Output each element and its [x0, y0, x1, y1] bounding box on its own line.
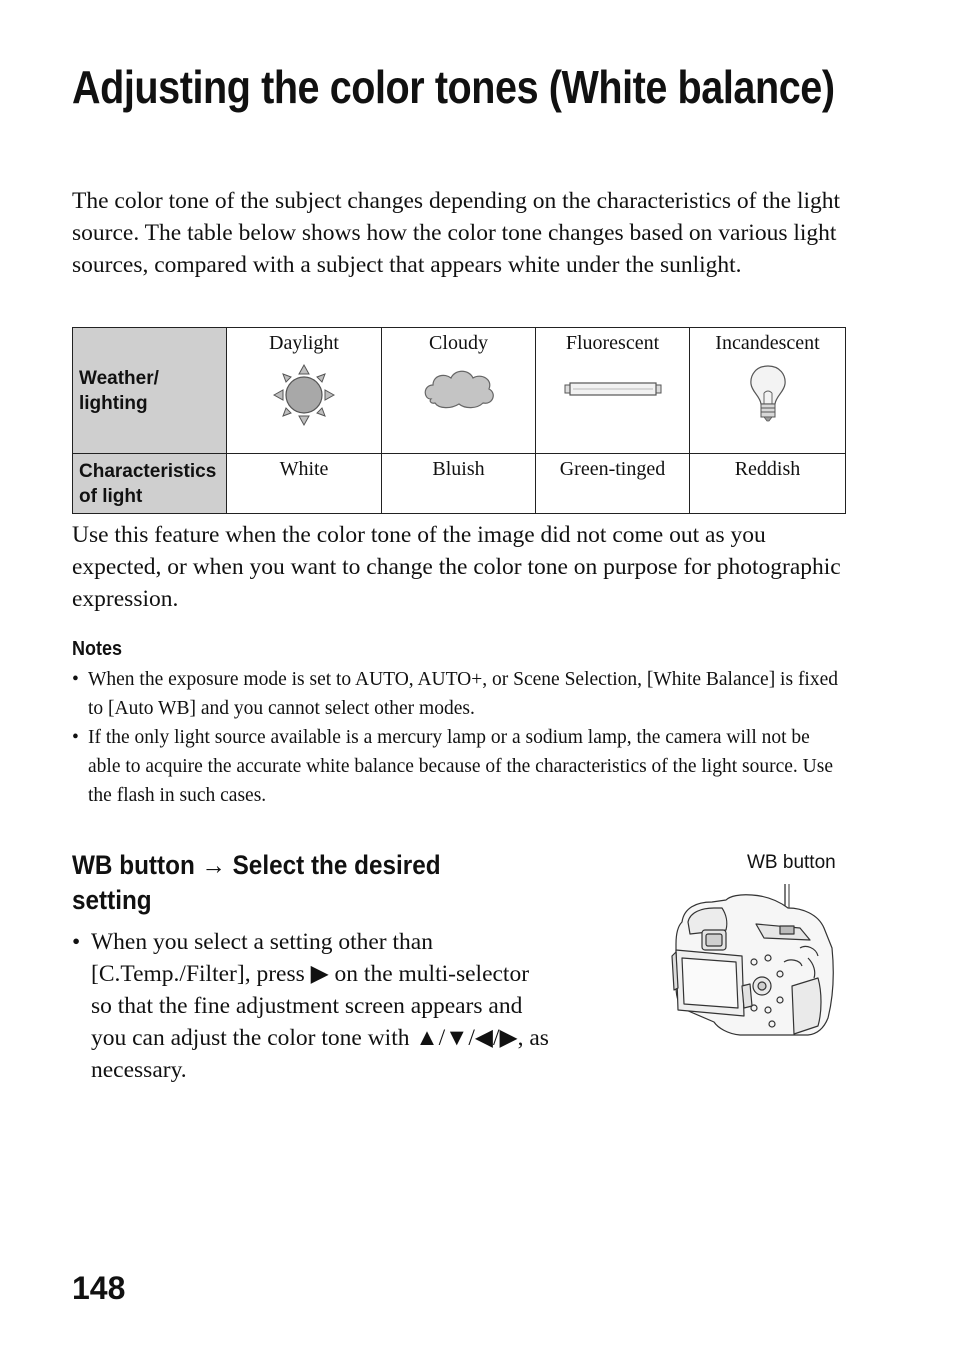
wb-button-label: WB button — [747, 852, 836, 873]
cell-label: Cloudy — [429, 332, 488, 354]
row-header-characteristics: Characteristics of light — [73, 454, 227, 514]
lighting-row — [73, 328, 846, 454]
procedure-heading: WB button → Select the desired setting — [72, 850, 441, 915]
cell-fluorescent — [536, 328, 690, 454]
cell-label: Incandescent — [715, 332, 820, 354]
usage-paragraph: Use this feature when the color tone of the image did not come out as you expected, or when you want to change the color tone on purpose for photographic expression. — [72, 522, 841, 612]
characteristic-green-tinged: Green-tinged — [536, 454, 690, 514]
bullet: • — [72, 929, 81, 955]
characteristic-reddish: Reddish — [690, 454, 846, 514]
cell-label: Fluorescent — [565, 332, 660, 354]
note-item: • When the exposure mode is set to AUTO, AUTO+, or Scene Selection, [White Balance] is fixed to [Auto WB] and you cannot select other modes. — [72, 665, 847, 723]
cell-cloudy — [382, 328, 536, 454]
cell-label: Daylight — [269, 332, 339, 354]
procedure-step — [72, 926, 551, 1086]
cell-daylight — [227, 328, 382, 454]
cloud-icon — [421, 363, 497, 413]
characteristics-row — [73, 454, 846, 514]
page-number: 148 — [72, 1270, 126, 1306]
camera-illustration — [668, 878, 840, 1038]
intro-paragraph: The color tone of the subject changes depending on the characteristics of the light source. The table below shows how the color tone changes based on various light sources, compared with a subject that appears white under the sunlight. — [72, 188, 841, 278]
fluorescent-tube-icon — [561, 363, 665, 413]
white-balance-table — [72, 327, 846, 514]
sun-icon — [272, 363, 336, 427]
procedure-step-text: When you select a setting other than [C.Temp./Filter], press ▶ on the multi-selector so that the fine adjustment screen appears and you can adjust the color tone with ▲/▼/◀/▶, as necessary. — [91, 929, 549, 1083]
characteristic-white: White — [227, 454, 382, 514]
notes-heading: Notes — [72, 638, 123, 660]
notes-list — [72, 665, 847, 810]
cell-incandescent — [690, 328, 846, 454]
light-bulb-icon — [748, 363, 788, 423]
page-title: Adjusting the color tones (White balance) — [72, 61, 835, 113]
row-header-lighting: Weather/ lighting — [73, 328, 227, 454]
characteristic-bluish: Bluish — [382, 454, 536, 514]
note-item: • If the only light source available is a mercury lamp or a sodium lamp, the camera will not be able to acquire the accurate white balance because of the characteristics of the light source. Use the flash in such cases. — [72, 723, 847, 810]
